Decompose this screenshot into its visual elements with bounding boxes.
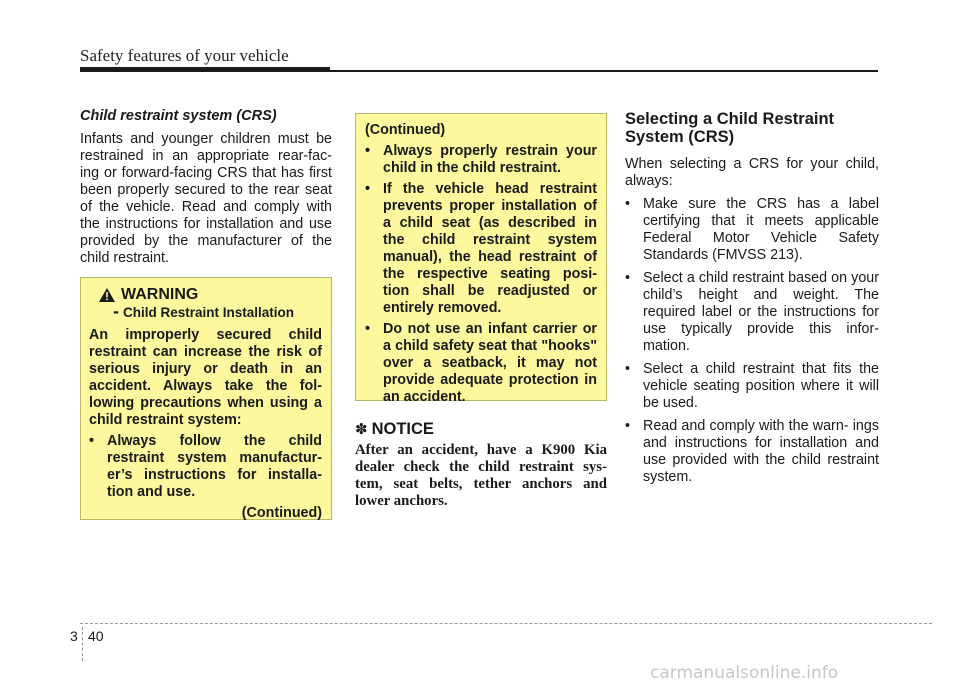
bullet-dot: • <box>625 196 631 212</box>
warning-box <box>80 277 332 520</box>
warning-subtitle-row <box>113 303 322 321</box>
bullet-dot: • <box>625 418 631 434</box>
list-item-text: Read and comply with the warn- ings and instructions for installation and use provided with the child restraint system. <box>643 418 879 485</box>
continued-bullet-text: If the vehicle head restraint prevents proper installation of a child seat (as described in the child restraint system manual), the head restraint of the respective seating posi- tion shall be readjusted or entirely removed. <box>383 181 597 316</box>
bullet-dot: • <box>365 181 371 197</box>
list-item-text: Select a child restraint that fits the vehicle seating position where it will be used. <box>643 361 879 411</box>
page-number: 40 <box>88 628 104 644</box>
notice-heading <box>355 420 434 439</box>
header-rule-thin <box>330 70 878 72</box>
chapter-number: 3 <box>70 628 78 644</box>
notice-title: NOTICE <box>371 420 434 438</box>
footer-divider <box>80 623 932 624</box>
bullet-dot: • <box>365 143 371 159</box>
list-item <box>625 270 879 355</box>
list-item-text: Make sure the CRS has a label certifying that it meets applicable Federal Motor Vehicle Safety Standards (FMVSS 213). <box>643 196 879 263</box>
bullet-dot: • <box>625 270 631 286</box>
continued-bullet <box>365 181 597 317</box>
section-title: Selecting a Child Restraint System (CRS) <box>625 110 835 146</box>
continued-bullet <box>365 143 597 177</box>
bullet-dot: • <box>625 361 631 377</box>
continued-bullet <box>365 321 597 406</box>
header-rule-thick <box>80 67 330 72</box>
page-header-title: Safety features of your vehicle <box>80 46 289 65</box>
continued-bullet-text: Always properly restrain your child in the child restraint. <box>383 143 597 176</box>
watermark: carmanualsonline.info <box>650 663 839 683</box>
crs-paragraph: Infants and younger children must be restrained in an appropriate rear-fac- ing or forward-facing CRS that has first been properly secured to the rear seat of the vehicle. Read and comply with the instructions for installation and use provided by the manufacturer of the child restraint. <box>80 131 332 266</box>
crs-subheading: Child restraint system (CRS) <box>80 108 277 124</box>
continued-warning-box <box>355 113 607 405</box>
right-column <box>625 110 879 486</box>
warning-subtitle: Child Restraint Installation <box>123 305 295 320</box>
section-intro: When selecting a CRS for your child, always: <box>625 156 879 189</box>
notice-star-icon: ✽ <box>355 421 368 438</box>
warning-bullet-text: Always follow the child restraint system manufactur- er’s instructions for installa- tion and use. <box>107 433 322 500</box>
warning-bullet <box>89 433 322 501</box>
warning-triangle-icon <box>99 288 115 302</box>
continued-heading: (Continued) <box>365 122 446 138</box>
warning-continued: (Continued) <box>241 505 322 521</box>
list-item-text: Select a child restraint based on your child’s height and weight. The required label or the instructions for use typically provide this infor- mation. <box>643 270 879 354</box>
list-item <box>625 361 879 412</box>
bullet-dot: • <box>365 321 371 337</box>
list-item <box>625 196 879 264</box>
warning-body: An improperly secured child restraint can increase the risk of serious injury or death in an accident. Always take the fol- lowing precautions when using a child restraint system: <box>89 327 322 428</box>
left-column <box>80 108 332 267</box>
footer-vertical-divider <box>82 627 83 661</box>
warning-heading <box>99 286 322 303</box>
list-item <box>625 418 879 486</box>
continued-bullet-text: Do not use an infant carrier or a child safety seat that "hooks" over a seatback, it may not provide adequate protection in an accident. <box>383 321 597 405</box>
bullet-dot: • <box>89 433 95 449</box>
warning-dash: - <box>113 301 119 321</box>
warning-label: WARNING <box>121 286 199 303</box>
notice-body: After an accident, have a K900 Kia dealer check the child restraint sys- tem, seat belts, tether anchors and lower anchors. <box>355 442 607 509</box>
